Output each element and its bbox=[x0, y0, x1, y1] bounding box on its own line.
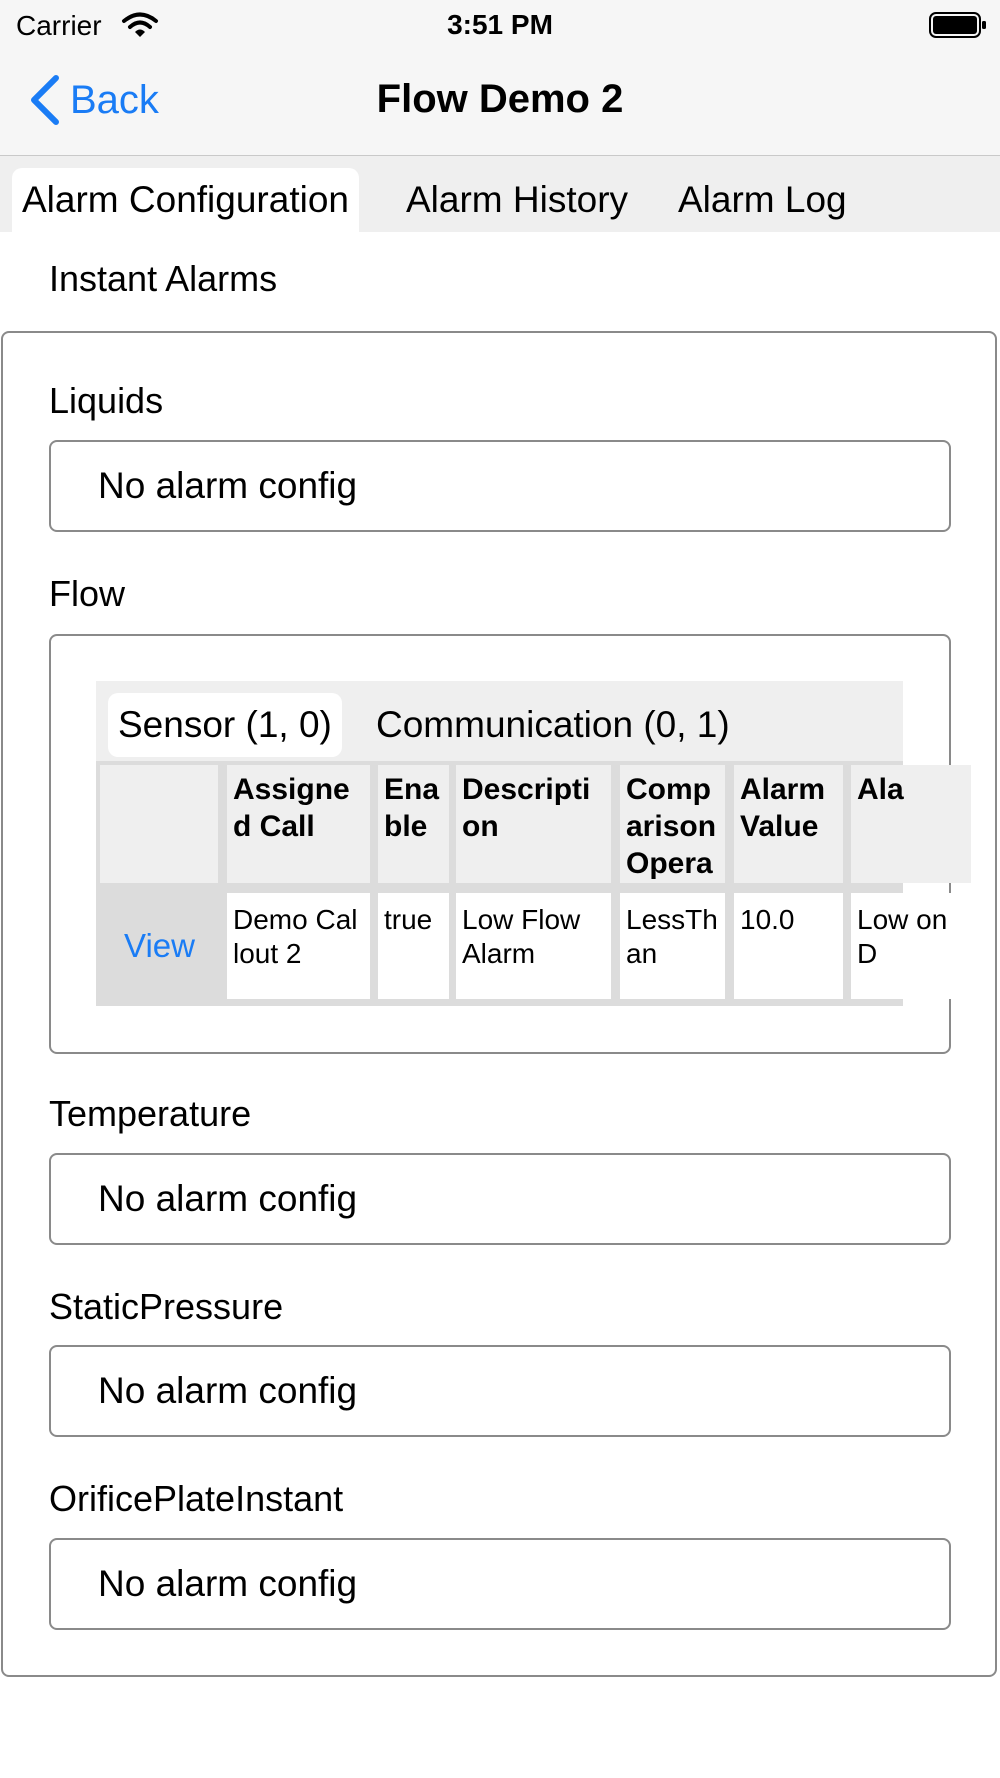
table-cell-alarm-value: 10.0 bbox=[734, 893, 843, 999]
table-header-comparison-operator: Comp arison Opera bbox=[620, 765, 725, 883]
flow-subtabs bbox=[96, 681, 903, 761]
section-title: Instant Alarms bbox=[49, 258, 278, 299]
carrier-label: Carrier bbox=[16, 10, 102, 41]
table-header-alarm-value: Alarm Value bbox=[734, 765, 843, 883]
battery-icon bbox=[929, 12, 987, 38]
table-header-enable: Ena ble bbox=[378, 765, 449, 883]
table-cell-assigned-call: Demo Cal lout 2 bbox=[227, 893, 370, 999]
tab-alarm-configuration[interactable]: Alarm Configuration bbox=[12, 168, 359, 232]
table-cell-comparison-operator: LessTh an bbox=[620, 893, 725, 999]
alarm-tabs bbox=[0, 156, 1000, 232]
group-label-temperature: Temperature bbox=[49, 1093, 252, 1134]
table-header-alarm-message: Ala bbox=[851, 765, 971, 883]
tab-alarm-log[interactable]: Alarm Log bbox=[678, 179, 847, 220]
status-bar bbox=[0, 0, 1000, 50]
page-title: Flow Demo 2 bbox=[376, 77, 624, 121]
orifice-plate-no-config: No alarm config bbox=[49, 1538, 951, 1630]
temperature-no-config: No alarm config bbox=[49, 1153, 951, 1245]
group-label-static-pressure: StaticPressure bbox=[49, 1286, 284, 1327]
group-label-orifice-plate-instant: OrificePlateInstant bbox=[49, 1478, 344, 1519]
table-cell-enable: true bbox=[378, 893, 449, 999]
table-header-description: Descripti on bbox=[456, 765, 611, 883]
alarm-table bbox=[96, 761, 948, 1006]
static-pressure-no-config: No alarm config bbox=[49, 1345, 951, 1437]
table-header-assigned-call: Assigne d Call bbox=[227, 765, 370, 883]
group-label-flow: Flow bbox=[49, 573, 126, 614]
status-time: 3:51 PM bbox=[447, 9, 553, 40]
tab-sensor[interactable]: Sensor (1, 0) bbox=[108, 693, 342, 757]
back-label: Back bbox=[70, 77, 159, 122]
view-button[interactable]: View bbox=[124, 927, 195, 964]
tab-alarm-history[interactable]: Alarm History bbox=[406, 179, 629, 220]
table-cell-description: Low Flow Alarm bbox=[456, 893, 611, 999]
navigation-bar bbox=[0, 50, 1000, 156]
table-header-action bbox=[100, 765, 218, 883]
group-label-liquids: Liquids bbox=[49, 380, 164, 421]
table-cell-alarm-message: Low on D bbox=[851, 893, 971, 999]
liquids-no-config: No alarm config bbox=[49, 440, 951, 532]
tab-communication[interactable]: Communication (0, 1) bbox=[376, 704, 730, 745]
